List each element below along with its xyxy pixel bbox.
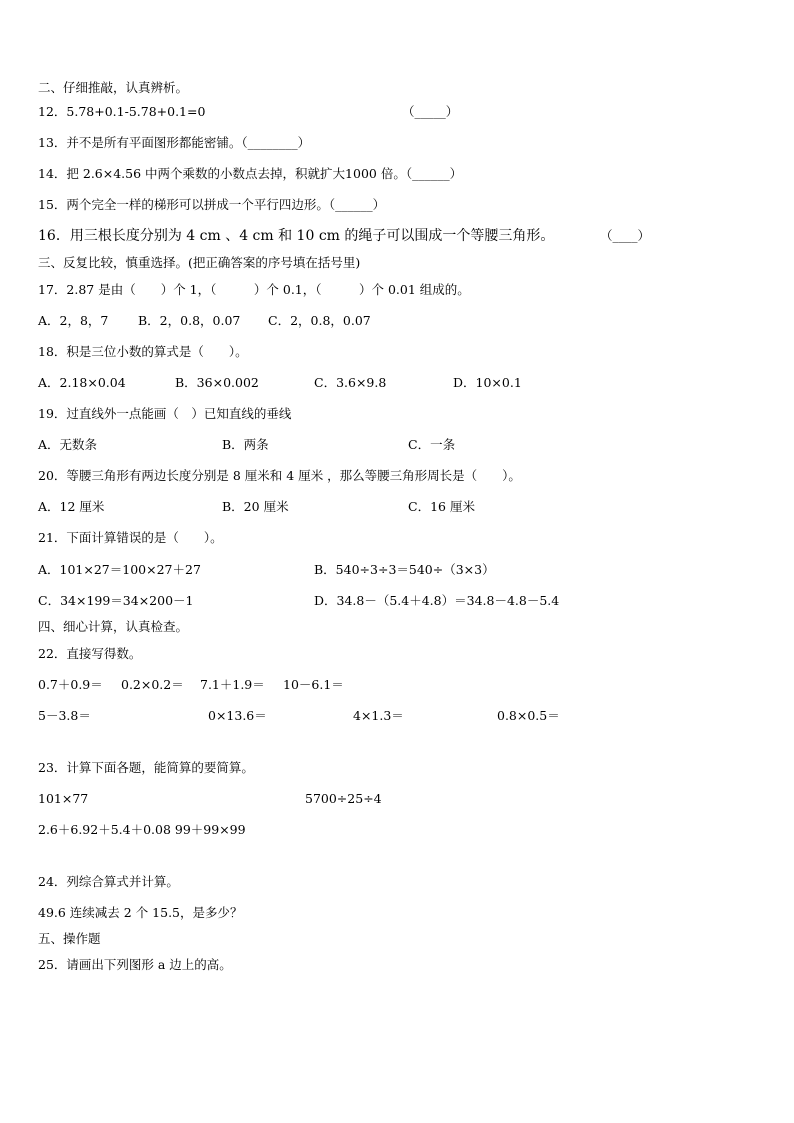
q18-option-a: A．2.18×0.04 <box>38 375 126 390</box>
q23-item: 101×77 <box>38 791 89 806</box>
question-13: 13．并不是所有平面图形都能密铺。（________） <box>38 135 311 150</box>
question-24-text: 49.6 连续减去 2 个 15.5，是多少？ <box>38 905 243 920</box>
question-24: 24．列综合算式并计算。 <box>38 874 179 889</box>
question-20: 20．等腰三角形有两边长度分别是 8 厘米和 4 厘米 ，那么等腰三角形周长是（ ）。 <box>38 468 521 483</box>
question-21: 21．下面计算错误的是（ ）。 <box>38 530 223 545</box>
q18-option-d: D．10×0.1 <box>453 375 522 390</box>
q22-item: 4×1.3＝ <box>353 708 404 723</box>
question-16: 16．用三根长度分别为 4 cm 、4 cm 和 10 cm 的绳子可以围成一个等腰三角形。 <box>38 228 555 244</box>
q17-option-c: C．2，0.8，0.07 <box>268 313 371 328</box>
q20-option-c: C．16 厘米 <box>408 499 475 514</box>
q22-item: 7.1＋1.9＝ <box>200 677 265 692</box>
q22-item: 0.8×0.5＝ <box>497 708 560 723</box>
q17-option-a: A．2，8，7 <box>38 313 109 328</box>
q20-option-a: A．12 厘米 <box>38 499 105 514</box>
section-5-heading: 五、操作题 <box>38 931 101 946</box>
section-3-heading: 三、反复比较，慎重选择。(把正确答案的序号填在括号里) <box>38 255 361 270</box>
question-22: 22．直接写得数。 <box>38 646 142 661</box>
question-18: 18．积是三位小数的算式是（ ）。 <box>38 344 248 359</box>
question-12-blank: （_____） <box>402 104 459 119</box>
q20-option-b: B．20 厘米 <box>222 499 289 514</box>
q22-item: 0.7＋0.9＝ <box>38 677 103 692</box>
q21-option-c: C．34×199＝34×200－1 <box>38 593 194 608</box>
section-2-heading: 二、仔细推敲，认真辨析。 <box>38 80 189 95</box>
q22-item: 0×13.6＝ <box>208 708 267 723</box>
q19-option-a: A．无数条 <box>38 437 98 452</box>
question-17: 17．2.87 是由（ ）个 1，（ ）个 0.1，（ ）个 0.01 组成的。 <box>38 282 470 297</box>
q22-item: 0.2×0.2＝ <box>121 677 184 692</box>
q21-option-a: A．101×27＝100×27＋27 <box>38 562 201 577</box>
q22-item: 5－3.8＝ <box>38 708 91 723</box>
q23-item: 5700÷25÷4 <box>305 791 382 806</box>
question-16-blank: （____） <box>600 228 651 243</box>
question-15: 15．两个完全一样的梯形可以拼成一个平行四边形。（______） <box>38 197 386 212</box>
q21-option-b: B．540÷3÷3＝540÷（3×3） <box>314 562 495 577</box>
q17-option-b: B．2，0.8，0.07 <box>138 313 241 328</box>
q19-option-b: B．两条 <box>222 437 269 452</box>
question-12: 12．5.78+0.1-5.78+0.1=0 <box>38 104 206 119</box>
q18-option-b: B．36×0.002 <box>175 375 259 390</box>
question-14: 14．把 2.6×4.56 中两个乘数的小数点去掉，积就扩大1000 倍。（______） <box>38 166 463 181</box>
q22-item: 10－6.1＝ <box>283 677 344 692</box>
q18-option-c: C．3.6×9.8 <box>314 375 387 390</box>
q21-option-d: D．34.8－（5.4＋4.8）＝34.8－4.8－5.4 <box>314 593 560 608</box>
question-25: 25．请画出下列图形 a 边上的高。 <box>38 957 232 972</box>
q19-option-c: C．一条 <box>408 437 456 452</box>
q23-item: 2.6＋6.92＋5.4＋0.08 99＋99×99 <box>38 822 246 837</box>
question-19: 19．过直线外一点能画（ ）已知直线的垂线 <box>38 406 292 421</box>
section-4-heading: 四、细心计算，认真检查。 <box>38 619 189 634</box>
question-23: 23．计算下面各题，能简算的要简算。 <box>38 760 254 775</box>
